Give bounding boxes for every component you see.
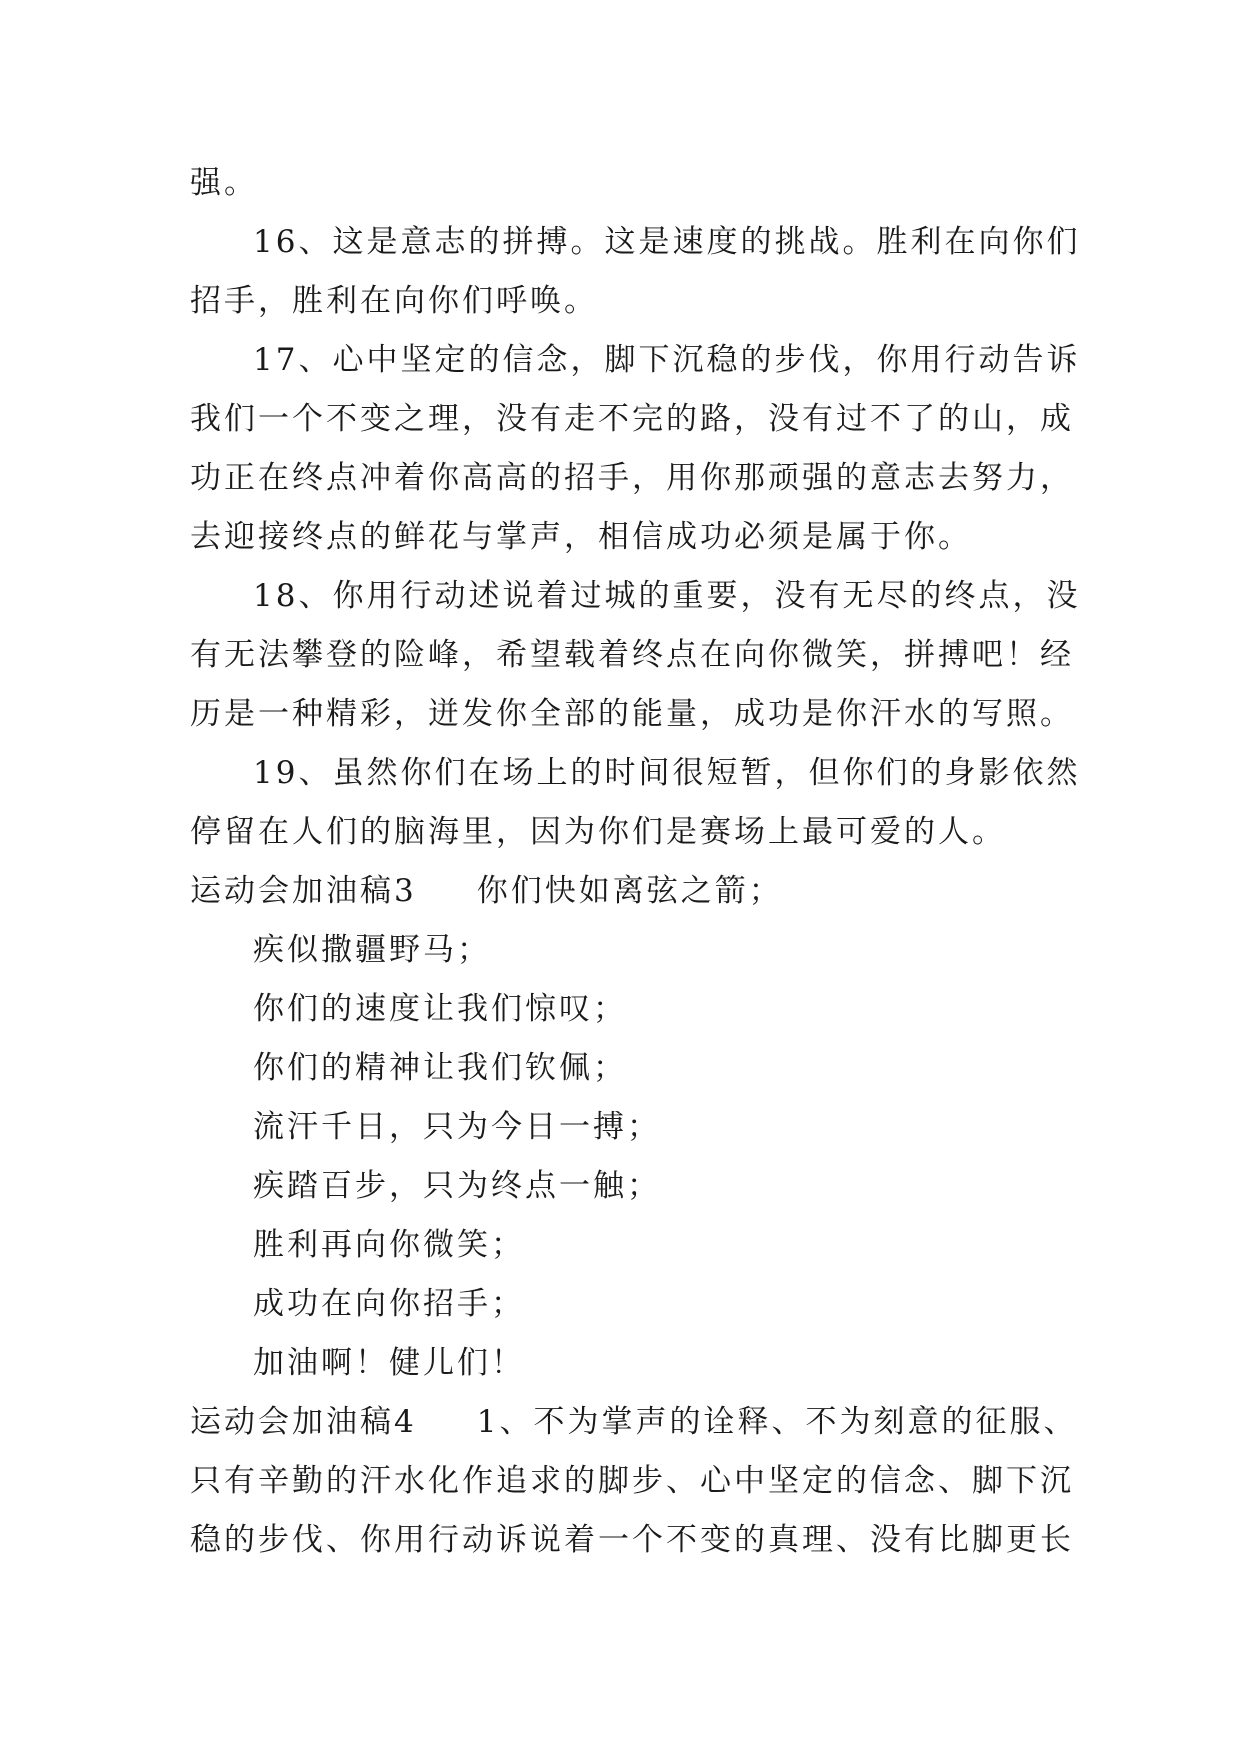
paragraph-line: 稳的步伐、你用行动诉说着一个不变的真理、没有比脚更长 [190, 1522, 1074, 1558]
paragraph-line: 强。 [190, 165, 258, 201]
paragraph-text: 1、不为掌声的诠释、不为刻意的征服、 [476, 1404, 1078, 1440]
section-3-heading-line [190, 871, 783, 911]
section-4-heading-line [190, 1402, 1077, 1442]
paragraph-line: 功正在终点冲着你高高的招手，用你那顽强的意志去努力， [190, 460, 1074, 496]
paragraph-line: 18、你用行动述说着过城的重要，没有无尽的终点，没 [253, 578, 1081, 614]
poem-line: 加油啊！健儿们！ [253, 1345, 525, 1381]
poem-line: 成功在向你招手； [253, 1286, 525, 1322]
section-heading: 运动会加油稿4 [190, 1404, 417, 1440]
paragraph-line: 19、虽然你们在场上的时间很短暂，但你们的身影依然 [253, 755, 1081, 791]
paragraph-line: 去迎接终点的鲜花与掌声，相信成功必须是属于你。 [190, 519, 972, 555]
poem-line: 你们的速度让我们惊叹； [253, 991, 627, 1027]
poem-line: 疾似撒疆野马； [253, 932, 491, 968]
paragraph-line: 我们一个不变之理，没有走不完的路，没有过不了的山，成 [190, 401, 1074, 437]
paragraph-line: 停留在人们的脑海里，因为你们是赛场上最可爱的人。 [190, 814, 1006, 850]
paragraph-text: 你们快如离弦之箭； [476, 873, 783, 909]
paragraph-line: 只有辛勤的汗水化作追求的脚步、心中坚定的信念、脚下沉 [190, 1463, 1074, 1499]
poem-line: 胜利再向你微笑； [253, 1227, 525, 1263]
paragraph-line: 有无法攀登的险峰，希望载着终点在向你微笑，拼搏吧！经 [190, 637, 1074, 673]
section-heading: 运动会加油稿3 [190, 873, 417, 909]
poem-line: 你们的精神让我们钦佩； [253, 1050, 627, 1086]
paragraph-line: 17、心中坚定的信念，脚下沉稳的步伐，你用行动告诉 [253, 342, 1081, 378]
paragraph-line: 招手，胜利在向你们呼唤。 [190, 283, 598, 319]
poem-line: 疾踏百步，只为终点一触； [253, 1168, 661, 1204]
paragraph-line: 历是一种精彩，迸发你全部的能量，成功是你汗水的写照。 [190, 696, 1074, 732]
poem-line: 流汗千日，只为今日一搏； [253, 1109, 661, 1145]
paragraph-line: 16、这是意志的拼搏。这是速度的挑战。胜利在向你们 [253, 224, 1081, 260]
